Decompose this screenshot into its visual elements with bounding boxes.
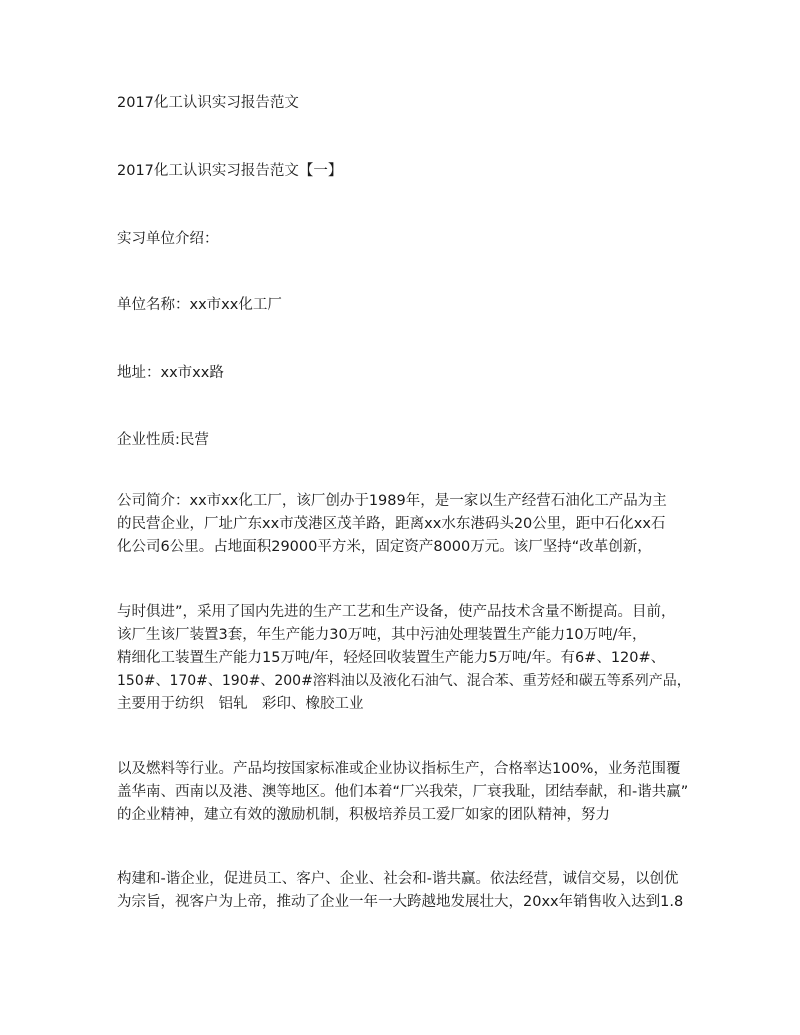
paragraph-line: 为宗旨，视客户为上帝，推动了企业一年一大跨越地发展壮大，20xx年销售收入达到1.8 <box>117 894 684 910</box>
paragraph-line: 的民营企业，厂址广东xx市茂港区茂羊路，距离xx水东港码头20公里，距中石化xx石 <box>117 516 666 532</box>
paragraph-line: 盖华南、西南以及港、澳等地区。他们本着“厂兴我荣，厂衰我耻，团结奉献，和-谐共赢” <box>117 784 689 800</box>
paragraph-line: 化公司6公里。占地面积29000平方米，固定资产8000万元。该厂坚持“改革创新， <box>117 539 652 555</box>
paragraph-line: 精细化工装置生产能力15万吨/年，轻烃回收装置生产能力5万吨/年。有6#、120#、 <box>117 650 666 666</box>
paragraph-line: 该厂生该厂装置3套，年生产能力30万吨，其中污油处理装置生产能力10万吨/年， <box>117 627 647 643</box>
paragraph-harmony <box>117 868 692 914</box>
section-heading: 实习单位介绍： <box>117 231 219 247</box>
paragraph-line: 构建和-谐企业，促进员工、客户、企业、社会和-谐共赢。依法经营，诚信交易，以创优 <box>117 871 679 887</box>
paragraph-line: 与时俱进”，采用了国内先进的生产工艺和生产设备，使产品技术含量不断提高。目前， <box>117 604 676 620</box>
address-line: 地址：xx市xx路 <box>117 365 224 381</box>
paragraph-industries <box>117 758 692 827</box>
document-title: 2017化工认识实习报告范文 <box>117 95 299 111</box>
enterprise-nature-line: 企业性质:民营 <box>117 432 209 448</box>
paragraph-line: 150#、170#、190#、200#溶料油以及液化石油气、混合苯、重芳烃和碳五等系列产品， <box>117 673 691 689</box>
paragraph-line: 主要用于纺织 铝轧 彩印、橡胶工业 <box>117 696 364 712</box>
paragraph-line: 公司简介：xx市xx化工厂，该厂创办于1989年，是一家以生产经营石油化工产品为主 <box>117 493 667 509</box>
paragraph-line: 以及燃料等行业。产品均按国家标准或企业协议指标生产，合格率达100%，业务范围覆 <box>117 761 681 777</box>
paragraph-production <box>117 601 692 716</box>
paragraph-company-intro <box>117 490 692 559</box>
unit-name-line: 单位名称：xx市xx化工厂 <box>117 297 282 313</box>
document-subtitle: 2017化工认识实习报告范文【一】 <box>117 163 343 179</box>
paragraph-line: 的企业精神，建立有效的激励机制，积极培养员工爱厂如家的团队精神，努力 <box>117 807 610 823</box>
